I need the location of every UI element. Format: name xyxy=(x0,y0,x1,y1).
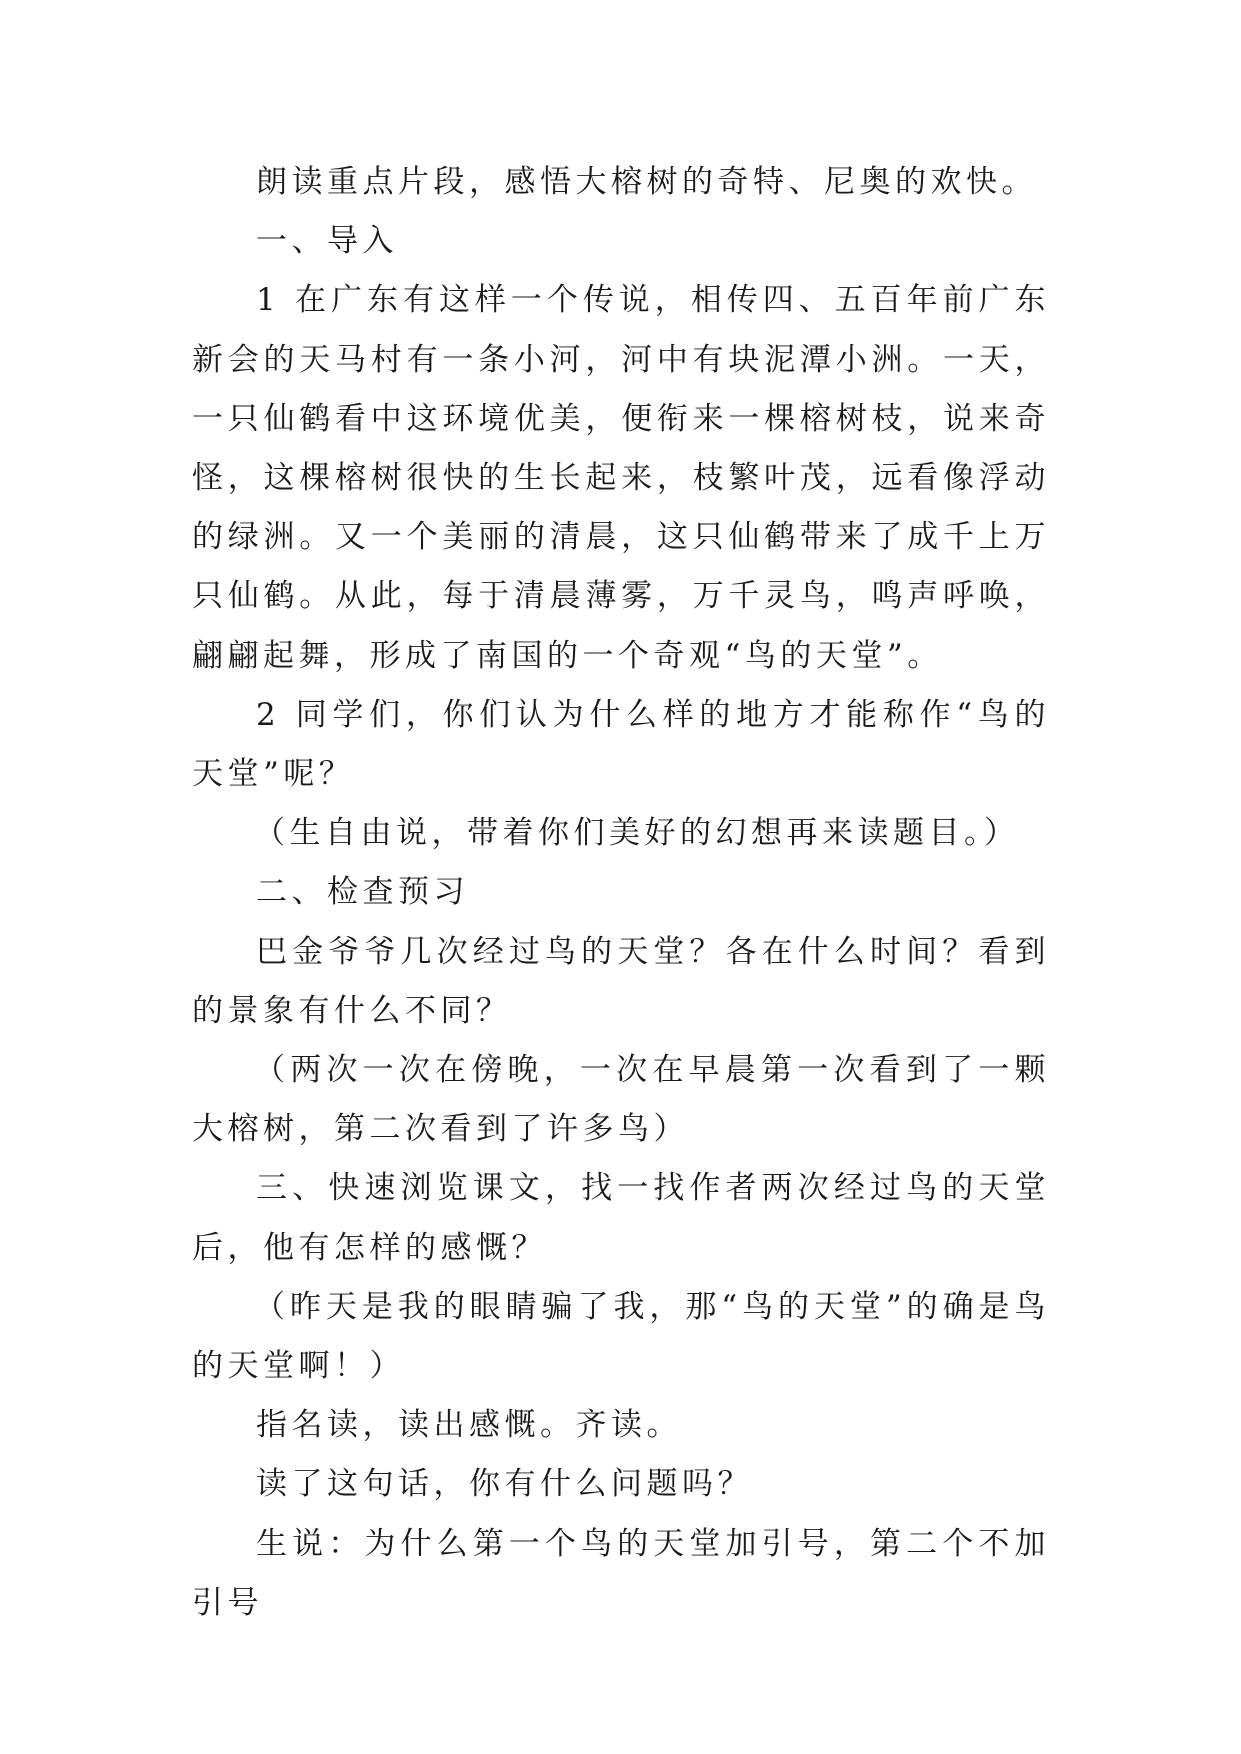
paragraph-reading-instruction: 指名读，读出感慨。齐读。 xyxy=(256,1407,682,1444)
paragraph-answer-3: （昨天是我的眼睛骗了我，那“鸟的天堂”的确是鸟的天堂啊！） xyxy=(192,1288,1050,1385)
paragraph-question-prompt: 读了这句话，你有什么问题吗？ xyxy=(256,1466,753,1503)
heading-introduction: 一、导入 xyxy=(256,223,398,260)
paragraph-objective: 朗读重点片段，感悟大榕树的奇特、尼奥的欢快。 xyxy=(256,164,1037,200)
paragraph-question-2: 巴金爷爷几次经过鸟的天堂？各在什么时间？看到的景象有什么不同？ xyxy=(192,933,1050,1029)
heading-preview-check: 二、检查预习 xyxy=(256,874,469,911)
heading-quick-browse: 三、快速浏览课文，找一找作者两次经过鸟的天堂后，他有怎样的感慨？ xyxy=(192,1170,1050,1266)
paragraph-legend: 1 在广东有这样一个传说，相传四、五百年前广东新会的天马村有一条小河，河中有块泥潭小洲。一天，一只仙鹤看中这环境优美，便衔来一棵榕树枝，说来奇怪，这棵榕树很快的生长起来，枝繁叶茂，远看像浮动的绿洲。又一个美丽的清晨，这只仙鹤带来了成千上万只仙鹤。从此，每于清晨薄雾，万千灵鸟，鸣声呼唤，翩翩起舞，形成了南国的一个奇观“鸟的天堂”。 xyxy=(192,282,1050,674)
document-body xyxy=(192,153,1050,1633)
paragraph-student-question: 生说：为什么第一个鸟的天堂加引号，第二个不加引号 xyxy=(192,1525,1050,1621)
paragraph-student-response-1: （生自由说，带着你们美好的幻想再来读题目。） xyxy=(254,815,1020,852)
paragraph-question-1: 2 同学们，你们认为什么样的地方才能称作“鸟的天堂”呢？ xyxy=(192,696,1050,793)
paragraph-answer-2: （两次一次在傍晚，一次在早晨第一次看到了一颗大榕树，第二次看到了许多鸟） xyxy=(192,1052,1050,1148)
